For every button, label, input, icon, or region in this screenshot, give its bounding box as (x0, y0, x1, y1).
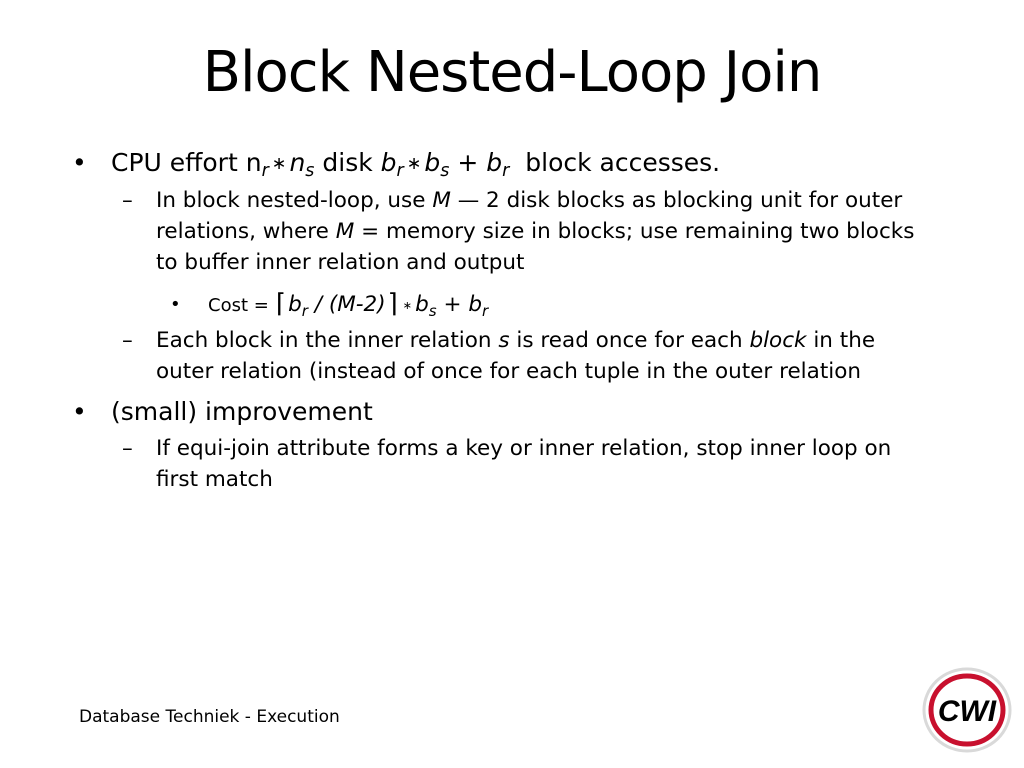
cwi-logo (921, 666, 1013, 754)
bullet-improvement: (small) improvement (111, 397, 373, 426)
dash-marker: – (122, 436, 133, 461)
sub-point-line2: relations, where M = memory size in blocks; use remaining two blocks (156, 219, 915, 244)
cost-formula: Cost = $⌈b_r$ / (M-2)⌉ ∗ $b_s + b_r$ (208, 289, 489, 320)
sub-point-line2: first match (156, 467, 273, 492)
dash-marker: – (122, 188, 133, 213)
sub-point-line3: to buffer inner relation and output (156, 250, 525, 275)
logo-text: CWI (937, 695, 997, 728)
slide-title: Block Nested-Loop Join (202, 40, 822, 105)
bullet-cpu-effort: CPU effort $n_r$ ∗ $n_s$ disk $b_r$ ∗ $b_s + b_r$ block accesses. (111, 148, 721, 181)
sub-point-line1: If equi-join attribute forms a key or inner relation, stop inner loop on (156, 436, 892, 461)
bullet-marker: • (72, 397, 87, 426)
footer-text: Database Techniek - Execution (79, 707, 340, 727)
sub-point-line1: Each block in the inner relation s is read once for each block in the (156, 328, 876, 353)
bullet-marker: • (72, 148, 87, 177)
bullet-marker: • (170, 294, 181, 315)
sub-point-line1: In block nested-loop, use M — 2 disk blocks as blocking unit for outer (156, 188, 903, 213)
sub-point-line2: outer relation (instead of once for each tuple in the outer relation (156, 359, 862, 384)
dash-marker: – (122, 328, 133, 353)
